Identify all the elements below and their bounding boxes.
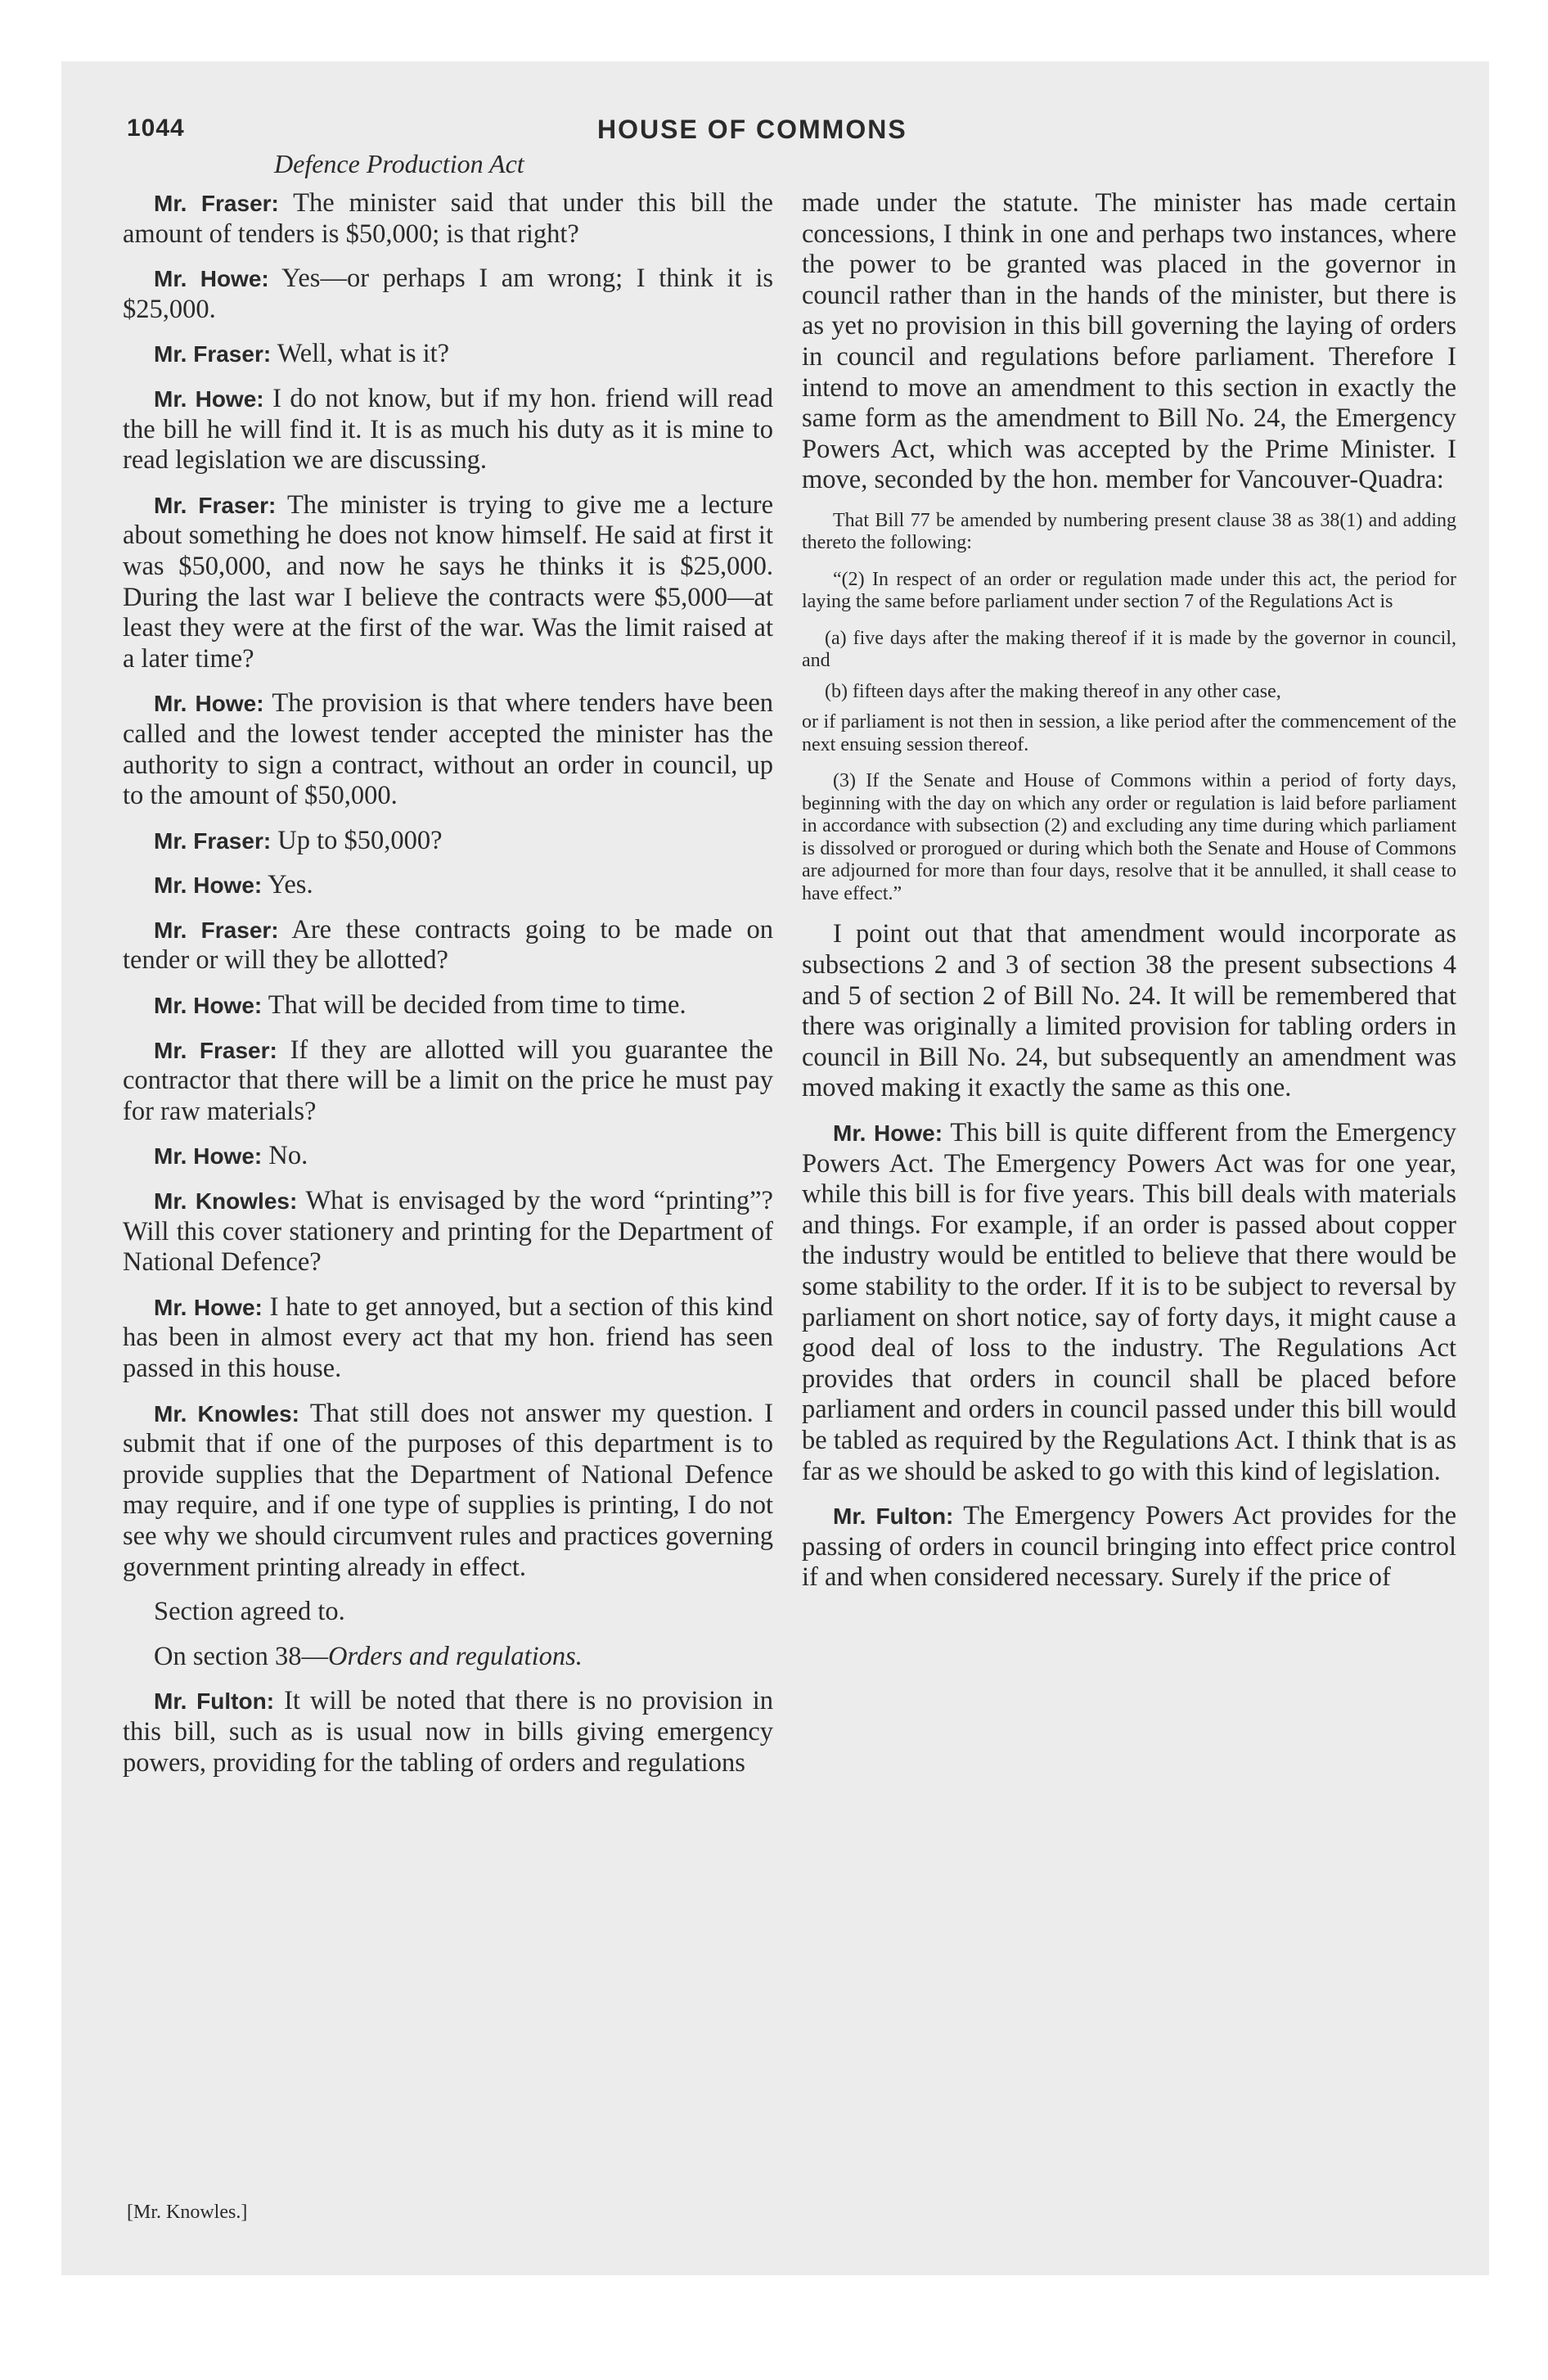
speech-text: Up to $50,000? bbox=[277, 825, 443, 855]
amendment-intro: That Bill 77 be amended by numbering present clause 38 as 38(1) and adding thereto the following: bbox=[802, 509, 1456, 554]
speech-text: It will be noted that there is no provision in this bill, such as is usual now in bills giving emergency powers, providing for the tabling of orders and regulations bbox=[123, 1686, 774, 1778]
body-paragraph: I point out that that amendment would incorporate as subsections 2 and 3 of section 38 the present subsections 4 and 5 of section 2 of Bill No. 24. It will be remembered that there was originally a limited provision for tabling orders in council in Bill No. 24, but subsequently an amendment was moved making it exactly the same as this one. bbox=[802, 919, 1456, 1103]
speech-paragraph bbox=[802, 1118, 1456, 1487]
speech-text: No. bbox=[268, 1141, 308, 1171]
running-head: Defence Production Act bbox=[274, 149, 524, 178]
amendment-subsection-3: (3) If the Senate and House of Commons within a period of forty days, beginning with the day on which any order or regulation is laid before parliament in accordance with subsection (2) and excluding any time during which parliament is dissolved or prorogued or during which both the Senate and House of Commons are adjourned for more than four days, resolve that it be annulled, it shall cease to have effect.” bbox=[802, 770, 1456, 904]
speaker-name: Mr. Knowles: bbox=[154, 1188, 298, 1215]
speech-paragraph bbox=[123, 1399, 773, 1584]
speech-paragraph bbox=[123, 1035, 773, 1128]
speaker-name: Mr. Fulton: bbox=[833, 1503, 954, 1530]
speech-paragraph bbox=[123, 688, 773, 811]
speaker-name: Mr. Fulton: bbox=[154, 1688, 275, 1715]
footer-speaker-note: [Mr. Knowles.] bbox=[127, 2202, 248, 2223]
speaker-name: Mr. Fraser: bbox=[154, 191, 279, 216]
amendment-item-a: (a) five days after the making thereof if it is made by the governor in council, and bbox=[802, 627, 1456, 672]
speech-paragraph bbox=[123, 915, 773, 976]
speaker-name: Mr. Howe: bbox=[154, 691, 264, 717]
speech-list bbox=[123, 188, 773, 1583]
speech-text: Well, what is it? bbox=[277, 339, 450, 369]
speaker-name: Mr. Fraser: bbox=[154, 492, 277, 518]
speech-paragraph bbox=[123, 1141, 773, 1172]
speech-paragraph bbox=[802, 1501, 1456, 1593]
amendment-quote bbox=[802, 510, 1456, 906]
speech-paragraph bbox=[123, 1292, 773, 1385]
page-number: 1044 bbox=[127, 115, 185, 142]
journal-title: HOUSE OF COMMONS bbox=[597, 115, 907, 144]
speech-text: That will be decided from time to time. bbox=[268, 990, 686, 1021]
speech-paragraph bbox=[123, 826, 773, 857]
continued-paragraph: made under the statute. The minister has made certain concessions, I think in one and perhaps two instances, where the power to be granted was placed in the governor in council rather than in the hands of the minister, but there is as yet no provision in this bill governing the laying of orders in council and regulations before parliament. Therefore I intend to move an amendment to this section in exactly the same form as the amendment to Bill No. 24, the Emergency Powers Act, which was accepted by the Prime Minister. I move, seconded by the hon. member for Vancouver-Quadra: bbox=[802, 188, 1456, 495]
speaker-name: Mr. Howe: bbox=[154, 1143, 263, 1170]
page-header bbox=[127, 115, 1452, 147]
speaker-name: Mr. Howe: bbox=[154, 385, 264, 412]
section-heading bbox=[123, 1642, 773, 1673]
section-prefix: On section 38— bbox=[154, 1641, 329, 1671]
speech-text: I hate to get annoyed, but a section of this kind has been in almost every act that my hon. friend has seen passed in this house. bbox=[123, 1291, 774, 1383]
speech-paragraph bbox=[123, 490, 773, 675]
speech-text: What is envisaged by the word “printing”? Will this cover stationery and printing for the Department of National Defence? bbox=[123, 1186, 773, 1278]
section-title: Orders and regulations. bbox=[328, 1641, 583, 1671]
speech-text: The Emergency Powers Act provides for the passing of orders in council bringing into effect price control if and when considered necessary. Surely if the price of bbox=[802, 1501, 1456, 1593]
speech-paragraph bbox=[123, 339, 773, 370]
speech-paragraph bbox=[123, 990, 773, 1021]
amendment-subsection-2: “(2) In respect of an order or regulation made under this act, the period for laying the same before parliament under section 7 of the Regulations Act is bbox=[802, 568, 1456, 613]
speech-text: Are these contracts going to be made on tender or will they be allotted? bbox=[123, 914, 773, 976]
speech-text: Yes—or perhaps I am wrong; I think it is $25,000. bbox=[123, 264, 774, 324]
speech-text: That still does not answer my question. I submit that if one of the purposes of this department is to provide supplies that the Department of National Defence may require, and if one type of supplies is printing, I do not see why we should circumvent rules and practices governing government printing already in effect. bbox=[123, 1398, 774, 1582]
right-column bbox=[802, 188, 1456, 1607]
speech-text: Yes. bbox=[268, 870, 313, 900]
speaker-name: Mr. Howe: bbox=[154, 872, 263, 899]
speaker-name: Mr. Fraser: bbox=[154, 827, 272, 854]
speech-text: If they are allotted will you guarantee the contractor that there will be a limit on the price he must pay for raw materials? bbox=[123, 1034, 773, 1126]
speech-paragraph bbox=[123, 1186, 773, 1278]
section-agreed: Section agreed to. bbox=[154, 1597, 345, 1627]
speech-text: I do not know, but if my hon. friend will read the bill he will find it. It is as much his duty as it is mine to read legislation we are discussing. bbox=[123, 383, 773, 476]
speech-paragraph bbox=[123, 384, 773, 476]
amendment-tail: or if parliament is not then in session, a like period after the commencement of the next ensuing session thereof. bbox=[802, 711, 1456, 755]
speech-paragraph bbox=[123, 870, 773, 901]
speech-paragraph bbox=[123, 1686, 773, 1778]
speaker-name: Mr. Fraser: bbox=[154, 341, 272, 367]
speech-text: The provision is that where tenders have been called and the lowest tender accepted the minister has the authority to sign a contract, without an order in council, up to the amount of $50,000. bbox=[123, 688, 773, 811]
speech-text: This bill is quite different from the Emergency Powers Act. The Emergency Powers Act was for one year, while this bill is for five years. This bill deals with materials and things. For example, if an order is passed about copper the industry would be entitled to believe that there would be some stability to the order. If it is to be subject to reversal by parliament on short notice, say of forty days, it might cause a good deal of loss to the industry. The Regulations Act provides that orders in council shall be placed before parliament and orders in council passed under this bill would be tabled as required by the Regulations Act. I think that is as far as we should be asked to go with this kind of legislation. bbox=[802, 1118, 1457, 1486]
speaker-name: Mr. Howe: bbox=[154, 1294, 263, 1320]
amendment-item-b: (b) fifteen days after the making thereof in any other case, bbox=[825, 680, 1281, 702]
speech-paragraph bbox=[123, 188, 773, 250]
speaker-name: Mr. Fraser: bbox=[154, 917, 279, 943]
speaker-name: Mr. Howe: bbox=[154, 993, 263, 1019]
speech-text: The minister said that under this bill the amount of tenders is $50,000; is that right? bbox=[123, 188, 773, 249]
speaker-name: Mr. Howe: bbox=[833, 1120, 943, 1146]
speech-text: The minister is trying to give me a lecture about something he does not know himself. He said at first it was $50,000, and now he says he thinks it is $25,000. During the last war I believe the contracts were $5,000—at least they were at the first of the war. Was the limit raised at a later time? bbox=[123, 489, 773, 674]
speaker-name: Mr. Howe: bbox=[154, 266, 269, 292]
speech-paragraph bbox=[123, 264, 773, 325]
speaker-name: Mr. Fraser: bbox=[154, 1037, 277, 1063]
left-column bbox=[123, 188, 773, 1792]
speaker-name: Mr. Knowles: bbox=[154, 1400, 300, 1427]
